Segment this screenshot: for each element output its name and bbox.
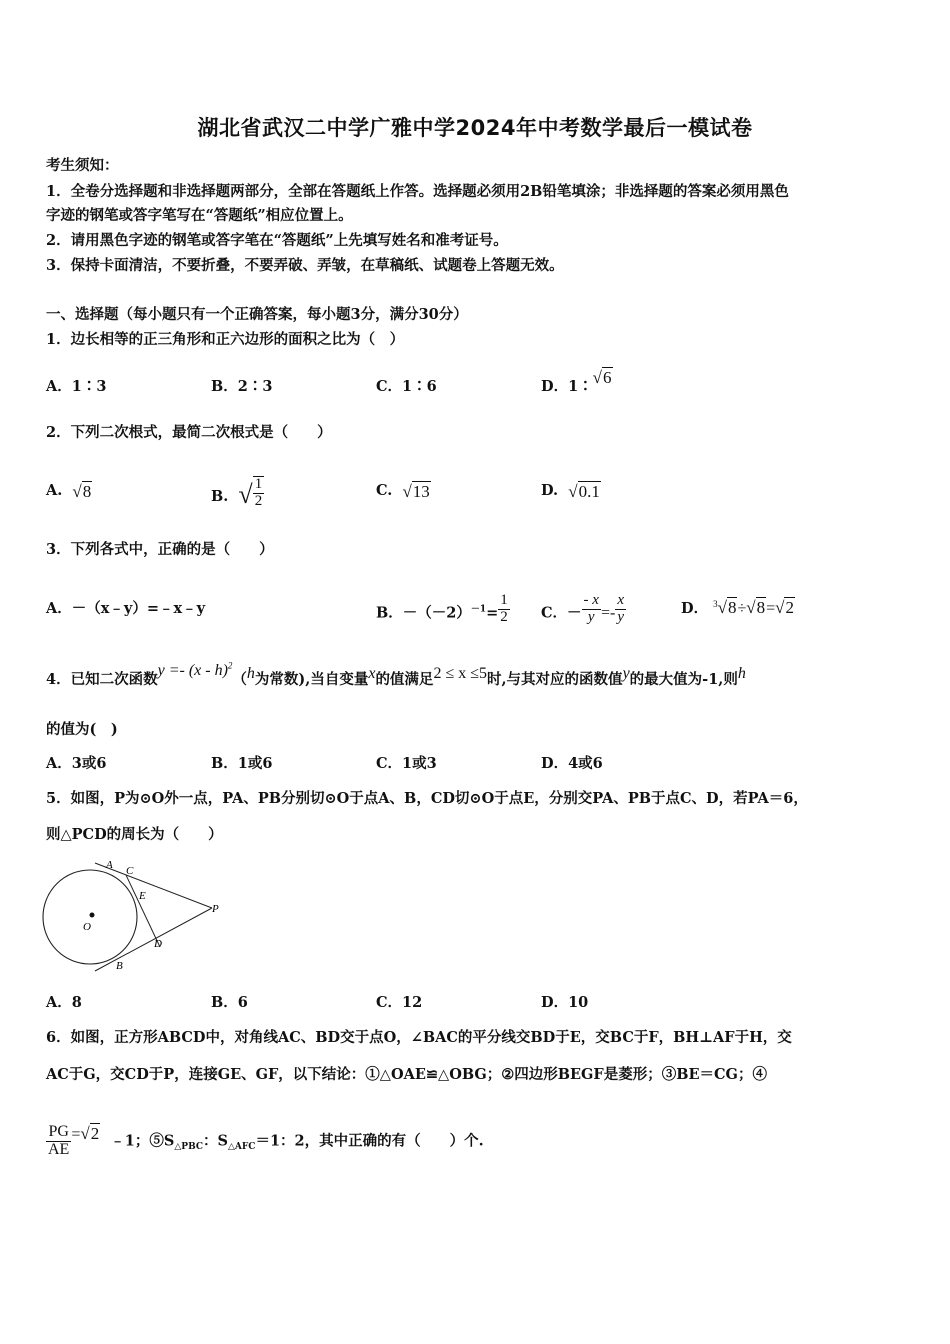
q5-option-a[interactable]: A．8	[46, 994, 82, 1011]
q1-option-b[interactable]: B．2∶3	[211, 378, 273, 395]
q1-option-a[interactable]: A．1∶3	[46, 378, 107, 395]
q4-var-h-2: h	[737, 665, 746, 682]
page-title: 湖北省武汉二中学广雅中学2024年中考数学最后一模试卷	[197, 116, 753, 140]
q2-option-b[interactable]	[211, 476, 264, 514]
notice-heading: 考生须知：	[46, 157, 119, 174]
notice-line-1a: 1．全卷分选择题和非选择题两部分，全部在答题纸上作答。选择题必须用2B铅笔填涂；非选择题的答案必须用黑色	[46, 183, 789, 200]
q4-stem-line-1: 4．已知二次函数y =- (x - h)$^2$（h为常数),当自变量x的值满足2 ≤ x ≤5时,与其对应的函数值y的最大值为-1,则h	[46, 660, 746, 688]
q5-label-p: P	[212, 903, 219, 915]
q2-option-a[interactable]	[46, 480, 92, 500]
q2-option-d-radical: √0.1	[568, 482, 600, 501]
q3-option-b-equals: =	[486, 604, 499, 622]
q3-option-a[interactable]: A．－（x﹣y）=﹣x﹣y	[46, 600, 206, 617]
q6-stem-line-2: AC于G，交CD于P，连接GE、GF，以下结论：①△OAE≌△OBG；②四边形BEGF是菱形；③BE＝CG；④	[46, 1066, 767, 1083]
q6-stem-line-1: 6．如图，正方形ABCD中，对角线AC、BD交于点O，∠BAC的平分线交BD于E，交BC于F，BH⊥AF于H，交	[46, 1029, 792, 1046]
q3-option-d-equals: =	[766, 600, 776, 617]
q5-label-c: C	[126, 865, 134, 877]
q3-option-d-radical-2: √8	[746, 598, 766, 617]
q3-option-d-divide: ÷	[737, 600, 747, 617]
q1-option-c[interactable]: C．1∶6	[376, 378, 437, 395]
q2-option-b-fraction: $\frac{1}{2}$	[254, 476, 263, 509]
q6-stem-line-3	[46, 1124, 484, 1159]
q3-stem: 3．下列各式中，正确的是（ ）	[46, 541, 274, 558]
q4-var-h: h	[246, 665, 255, 682]
q2-stem: 2．下列二次根式，最简二次根式是（ ）	[46, 424, 332, 441]
q3-option-d[interactable]	[681, 597, 795, 618]
q6-tail-a: ﹣1；⑤S	[110, 1132, 175, 1150]
q3-option-d-index: 3	[713, 599, 718, 610]
q6-equals: =	[71, 1126, 81, 1144]
q5-stem-line-1: 5．如图，P为⊙O外一点，PA、PB分别切⊙O于点A、B，CD切⊙O于点E，分别交PA、PB于点C、D，若PA＝6，	[46, 790, 808, 807]
q2-option-c-radical: √13	[402, 482, 430, 501]
q3-option-c-label: C．－	[541, 604, 582, 622]
q5-circle	[43, 870, 137, 964]
q2-option-b-radical-sign: √	[238, 479, 253, 509]
q3-option-c-fraction-1: $\frac{- x}{y}$	[583, 592, 599, 625]
q1-option-d-radical: √6	[592, 368, 612, 387]
q6-fraction: $\frac{PG}{AE}$	[48, 1123, 70, 1158]
q5-option-c[interactable]: C．12	[376, 994, 423, 1011]
q5-label-a: A	[106, 859, 113, 871]
q3-option-c[interactable]	[541, 592, 626, 630]
q2-option-a-label: A.	[46, 482, 63, 499]
q1-option-d-label: D．1∶	[541, 378, 593, 395]
q6-tail-c: ＝1：2，其中正确的有（ ）个.	[255, 1132, 484, 1150]
q5-option-b[interactable]: B．6	[211, 994, 248, 1011]
q5-label-d: D	[154, 938, 162, 950]
q4-inequality: 2 ≤ x ≤5	[433, 665, 487, 682]
q3-option-b[interactable]	[376, 592, 510, 630]
q5-stem-line-2: 则△PCD的周长为（ ）	[46, 826, 223, 843]
q1-stem: 1．边长相等的正三角形和正六边形的面积之比为（ ）	[46, 331, 405, 348]
q4-option-a[interactable]: A．3或6	[46, 755, 107, 772]
q3-option-d-radical-1: √8	[717, 598, 737, 617]
q5-label-b: B	[116, 960, 123, 972]
notice-line-2: 2．请用黑色字迹的钢笔或答字笔在“答题纸”上先填写姓名和准考证号。	[46, 232, 508, 249]
q4-option-b[interactable]: B．1或6	[211, 755, 273, 772]
q2-option-c-label: C.	[376, 482, 393, 499]
q4-option-d[interactable]: D．4或6	[541, 755, 603, 772]
q3-option-d-radical-3: √2	[775, 598, 794, 617]
q5-label-o: O	[83, 921, 91, 933]
q2-option-b-label: B.	[211, 487, 229, 505]
q5-label-e: E	[139, 890, 146, 902]
notice-line-1b: 字迹的钢笔或答字笔写在“答题纸”相应位置上。	[46, 207, 353, 224]
q6-radical: √2	[80, 1124, 100, 1144]
q6-sub-pbc: △PBC	[174, 1142, 204, 1153]
q3-option-c-fraction-2: $\frac{x}{y}$	[617, 592, 624, 625]
q4-option-c[interactable]: C．1或3	[376, 755, 437, 772]
q3-option-b-label: B．－（－2）	[376, 604, 471, 622]
q2-option-c[interactable]	[376, 480, 431, 500]
q2-option-d[interactable]	[541, 480, 601, 500]
q3-option-b-fraction: $\frac{1}{2}$	[500, 592, 508, 625]
q4-var-y: y	[622, 665, 630, 682]
q4-var-x: x	[368, 665, 376, 682]
q3-option-b-exponent: －1	[470, 604, 487, 615]
q5-option-d[interactable]: D．10	[541, 994, 589, 1011]
q5-center-point	[90, 913, 95, 918]
q1-option-d[interactable]	[541, 368, 613, 396]
q3-option-d-label: D．	[681, 600, 709, 617]
q6-sub-afc: △AFC	[228, 1142, 256, 1153]
q5-figure	[40, 855, 230, 980]
notice-line-3: 3．保持卡面清洁，不要折叠，不要弄破、弄皱，在草稿纸、试题卷上答题无效。	[46, 257, 564, 274]
section-heading: 一、选择题（每小题只有一个正确答案，每小题3分，满分30分）	[46, 306, 468, 323]
q4-stem-line-2: 的值为( )	[46, 721, 118, 738]
q6-tail-b: ：S	[203, 1132, 228, 1150]
q4-function: y =- (x - h)$^2$	[157, 660, 233, 679]
q3-option-c-equals: =-	[600, 604, 616, 622]
q2-option-d-label: D.	[541, 482, 559, 499]
q2-option-a-radical: √8	[72, 482, 92, 501]
